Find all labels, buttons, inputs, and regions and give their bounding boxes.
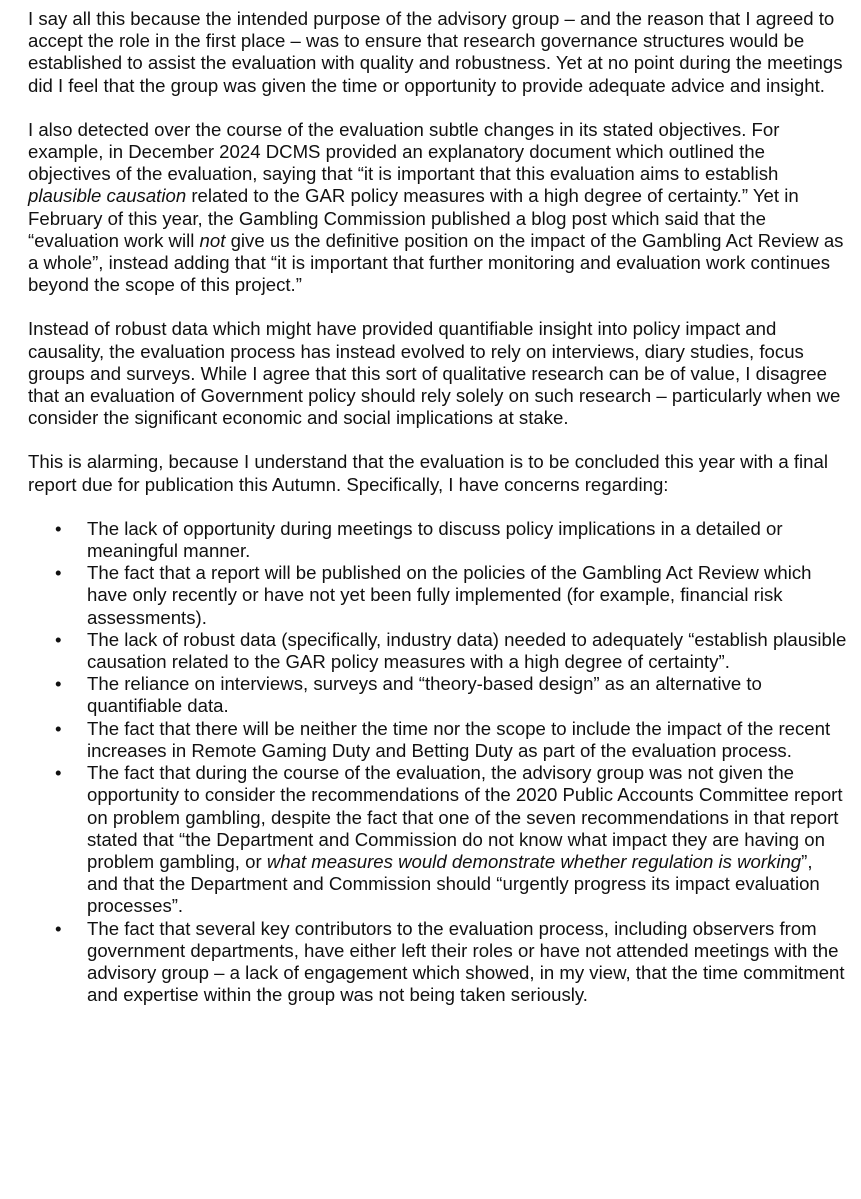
emphasis-text: plausible causation bbox=[28, 185, 187, 207]
text-segment: ”, and that the Department and Commission should “urgently progress its impact evaluation processes”. bbox=[87, 850, 820, 917]
concern-list-item bbox=[28, 673, 847, 717]
text-segment: Instead of robust data which might have provided quantifiable insight into policy impact and causality, the evaluation process has instead evolved to rely on interviews, diary studies, focus groups and surveys. While I agree that this sort of qualitative research can be of value, I disagree that an evaluation of Government policy should rely solely on such research – particularly when we consider the significant economic and social implications at stake. bbox=[28, 318, 841, 429]
text-segment: The lack of opportunity during meetings to discuss policy implications in a detailed or meaningful manner. bbox=[87, 517, 783, 562]
bullet-icon: • bbox=[55, 917, 62, 939]
text-segment: The fact that there will be neither the time nor the scope to include the impact of the recent increases in Remote Gaming Duty and Betting Duty as part of the evaluation process. bbox=[87, 717, 831, 761]
text-segment: The reliance on interviews, surveys and “theory-based design” as an alternative to quantifiable data. bbox=[87, 673, 762, 717]
concern-text bbox=[87, 629, 846, 672]
concern-text bbox=[87, 673, 762, 716]
paragraph bbox=[28, 451, 847, 495]
bullet-icon: • bbox=[55, 673, 62, 695]
emphasis-text: not bbox=[199, 229, 226, 251]
bullet-icon: • bbox=[55, 517, 62, 539]
concern-text bbox=[87, 562, 812, 627]
paragraph bbox=[28, 318, 847, 429]
bullet-icon: • bbox=[55, 762, 62, 784]
concern-text bbox=[87, 762, 843, 916]
text-segment: This is alarming, because I understand that the evaluation is to be concluded this year with a final report due for publication this Autumn. Specifically, I have concerns regarding: bbox=[28, 451, 828, 495]
text-segment: The fact that several key contributors to the evaluation process, including observers from government departments, have either left their roles or have not attended meetings with the advisory group – a lack of engagement which showed, in my view, that the time commitment and expertise within the group was not being taken seriously. bbox=[87, 917, 845, 1006]
concern-list-item bbox=[28, 718, 847, 762]
concern-list-item bbox=[28, 762, 847, 917]
text-segment: The fact that during the course of the evaluation, the advisory group was not given the opportunity to consider the recommendations of the 2020 Public Accounts Committee report on problem gambling, despite the fact that one of the seven recommendations in that report stated that “the Department and Commission do not know what impact they are having on problem gambling, or bbox=[87, 762, 843, 872]
text-segment: I say all this because the intended purpose of the advisory group – and the reason that I agreed to accept the role in the first place – was to ensure that research governance structures would be established to assist the evaluation with quality and robustness. Yet at no point during the meetings did I feel that the group was given the time or opportunity to provide adequate advice and insight. bbox=[28, 8, 843, 96]
concerns-list bbox=[28, 518, 847, 1006]
concern-text bbox=[87, 518, 783, 561]
text-segment: The lack of robust data (specifically, industry data) needed to adequately “establish plausible causation related to the GAR policy measures with a high degree of certainty”. bbox=[87, 628, 847, 673]
concern-list-item bbox=[28, 562, 847, 629]
concern-text bbox=[87, 718, 830, 761]
paragraph bbox=[28, 119, 847, 297]
concern-list-item bbox=[28, 918, 847, 1007]
text-segment: related to the GAR policy measures with a high degree of certainty.” Yet in February of this year, the Gambling Commission published a blog post which said that the “evaluation work will bbox=[28, 185, 799, 251]
bullet-icon: • bbox=[55, 628, 62, 650]
concern-text bbox=[87, 918, 845, 1006]
concern-list-item bbox=[28, 518, 847, 562]
emphasis-text: what measures would demonstrate whether regulation is working bbox=[266, 850, 802, 872]
bullet-icon: • bbox=[55, 717, 62, 739]
paragraph bbox=[28, 8, 847, 97]
body-paragraphs bbox=[28, 8, 847, 496]
bullet-icon: • bbox=[55, 562, 62, 584]
text-segment: The fact that a report will be published on the policies of the Gambling Act Review which have only recently or have not yet been fully implemented (for example, financial risk assessments). bbox=[87, 562, 812, 628]
text-segment: I also detected over the course of the evaluation subtle changes in its stated objectives. For example, in December 2024 DCMS provided an explanatory document which outlined the objectives of the evaluation, saying that “it is important that this evaluation aims to establish bbox=[28, 118, 780, 185]
text-segment: give us the definitive position on the impact of the Gambling Act Review as a whole”, instead adding that “it is important that further monitoring and evaluation work continues beyond the scope of this project.” bbox=[28, 229, 844, 296]
concern-list-item bbox=[28, 629, 847, 673]
